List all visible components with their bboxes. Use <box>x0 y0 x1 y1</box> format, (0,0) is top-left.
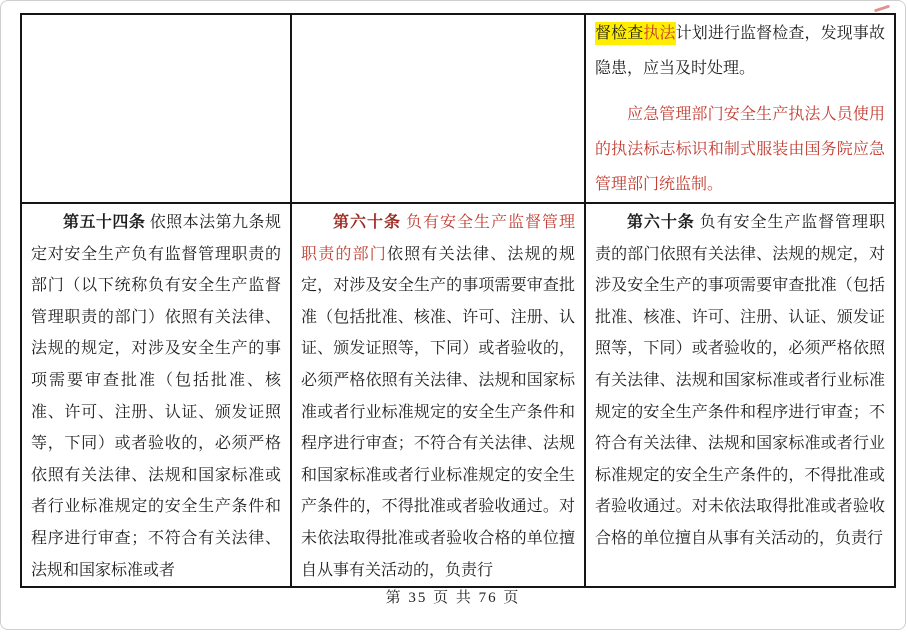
text-run: 依照有关法律、法规的规定，对涉及安全生产的事项需要审查批准（包括批准、核准、许可、注册、认证、颁发证照等，下同）或者验收的，必须严格依照有关法律、法规和国家标准或者行业标准规定的安全生产条件和程序进行审查；不符合有关法律、法规和国家标准或者行业标准规定的安全生产条件的，不得批准或者验收通过。对未依法取得批准或者验收合格的单位擅自从事有关活动的，负责行 <box>301 245 575 579</box>
cell-row1-col3 <box>585 14 895 203</box>
text-run: 依照本法第九条规定对安全生产负有监督管理职责的部门（以下统称负有安全生产监督管理职责的部门）依照有关法律、法规的规定，对涉及安全生产的事项需要审查批准（包括批准、核准、许可、注册、认证、颁发证照等，下同）或者验收的，必须严格依照有关法律、法规和国家标准或者行业标准规定的安全生产条件和程序进行审查；不符合有关法律、法规和国家标准或者 <box>31 214 281 579</box>
table-row <box>21 203 895 587</box>
text-run: 第五十四条 <box>63 214 146 231</box>
text-run: 计划进行监督检查，发现事故隐患，应当及时处理。 <box>595 25 885 77</box>
paragraph <box>595 97 885 202</box>
law-comparison-table <box>20 13 896 588</box>
cell-row2-col3 <box>585 203 895 587</box>
cell-row2-col2 <box>291 203 585 587</box>
text-run: 负有安全生产监督管理职责的部门依照有关法律、法规的规定，对涉及安全生产的事项需要审查批准（包括批准、核准、许可、注册、认证、颁发证照等，下同）或者验收的，必须严格依照有关法律、法规和国家标准或者行业标准规定的安全生产条件和程序进行审查；不符合有关法律、法规和国家标准或者行业标准规定的安全生产条件的，不得批准或者验收通过。对未依法取得批准或者验收合格的单位擅自从事有关活动的，负责行 <box>595 214 885 547</box>
text-run: 第六十条 <box>333 214 401 231</box>
text-run: 第六十条 <box>627 214 695 231</box>
paragraph <box>301 207 575 586</box>
cell-row1-col1 <box>21 14 291 203</box>
text-run: 应急管理部门安全生产执法人员使用的执法标志标识和制式服装由国务院应急管理部门统监制。 <box>595 106 885 193</box>
paragraph <box>595 207 885 555</box>
cell-row2-col1 <box>21 203 291 587</box>
text-run: 执法 <box>643 22 675 45</box>
paragraph <box>595 16 885 86</box>
red-annotation-mark <box>874 5 890 13</box>
text-run: 督检查 <box>595 22 643 45</box>
text-run: 负有安全生产监督管理职责的部门 <box>301 214 575 263</box>
paragraph <box>31 207 281 586</box>
table-row <box>21 14 895 203</box>
page-number: 第 35 页 共 76 页 <box>385 590 521 606</box>
cell-row1-col2 <box>291 14 585 203</box>
